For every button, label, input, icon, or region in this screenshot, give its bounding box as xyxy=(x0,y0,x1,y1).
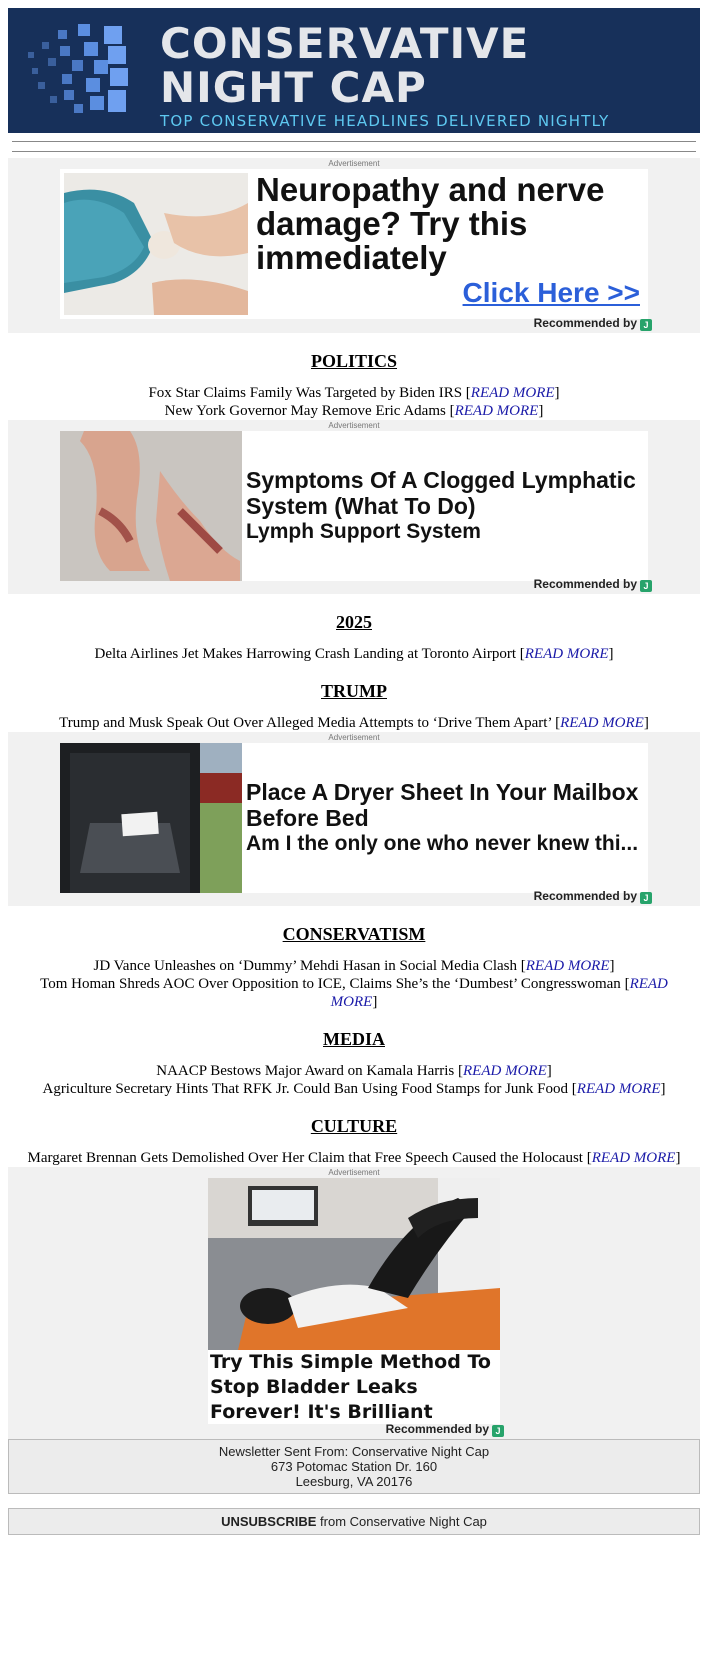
headline-item: Delta Airlines Jet Makes Harrowing Crash Landing at Toronto Airport [READ MORE] xyxy=(94,646,614,662)
footer-city: Leesburg, VA 20176 xyxy=(295,1474,413,1489)
read-more-link[interactable]: READ MORE xyxy=(463,1063,547,1079)
ad-exercise-image xyxy=(208,1178,500,1350)
section-title-culture: CULTURE xyxy=(310,1116,398,1136)
advertisement-block xyxy=(8,158,700,333)
masthead-title-line2: NIGHT CAP xyxy=(160,63,427,112)
unsubscribe-link[interactable]: UNSUBSCRIBE xyxy=(221,1514,317,1529)
ad-label: Advertisement xyxy=(328,159,380,168)
read-more-link[interactable]: READ MORE xyxy=(576,1081,661,1097)
section-title-trump: TRUMP xyxy=(321,681,387,701)
ad-label: Advertisement xyxy=(328,733,380,742)
recommended-by xyxy=(534,889,652,904)
ad-feet-image xyxy=(64,173,248,315)
headline-text: Delta Airlines Jet Makes Harrowing Crash Landing at Toronto Airport xyxy=(94,646,517,662)
newsletter xyxy=(8,8,700,1535)
footer-street: 673 Potomac Station Dr. 160 xyxy=(270,1459,438,1474)
ad-subheadline: Am I the only one who never knew thi... xyxy=(246,832,639,855)
headline-item: Trump and Musk Speak Out Over Alleged Media Attempts to ‘Drive Them Apart’ [READ MORE] xyxy=(59,715,649,731)
ad-headline: Neuropathy and nerve damage? Try this immediately xyxy=(256,171,605,276)
masthead-tagline: TOP CONSERVATIVE HEADLINES DELIVERED NIGHTLY xyxy=(160,112,610,130)
recommended-by xyxy=(534,577,652,592)
advertisement-block xyxy=(8,732,700,906)
ad-mailbox-image xyxy=(60,743,242,893)
jeeng-logo-icon: J xyxy=(640,892,652,904)
read-more-link[interactable]: READ MORE xyxy=(454,403,539,419)
headline-text: Trump and Musk Speak Out Over Alleged Media Attempts to ‘Drive Them Apart’ xyxy=(59,715,552,731)
read-more-link[interactable]: READ MORE xyxy=(591,1150,676,1166)
ad-subheadline: Lymph Support System xyxy=(246,520,481,543)
footer-address xyxy=(8,1439,700,1494)
section-title-conservatism: CONSERVATISM xyxy=(282,924,426,944)
jeeng-logo-icon: J xyxy=(492,1425,504,1437)
masthead-banner[interactable] xyxy=(8,8,700,133)
ad-headline: Try This Simple Method To Stop Bladder Leaks Forever! It's Brilliant xyxy=(210,1351,491,1423)
ad-label: Advertisement xyxy=(328,421,380,430)
recommended-by-label: Recommended by xyxy=(533,316,637,330)
ad-label: Advertisement xyxy=(328,1168,380,1177)
read-more-link[interactable]: READ MORE xyxy=(330,976,668,1010)
headline-item: Fox Star Claims Family Was Targeted by Biden IRS [READ MORE] xyxy=(148,385,560,401)
advertisement-block xyxy=(8,1167,700,1439)
headline-text: JD Vance Unleashes on ‘Dummy’ Mehdi Hasan in Social Media Clash xyxy=(93,958,518,974)
headline-item: JD Vance Unleashes on ‘Dummy’ Mehdi Hasan in Social Media Clash [READ MORE] xyxy=(93,958,615,974)
jeeng-logo-icon: J xyxy=(640,580,652,592)
headline-item: Agriculture Secretary Hints That RFK Jr. Could Ban Using Food Stamps for Junk Food [READ MORE] xyxy=(42,1081,666,1097)
read-more-link[interactable]: READ MORE xyxy=(525,958,610,974)
headline-text: Tom Homan Shreds AOC Over Opposition to ICE, Claims She’s the ‘Dumbest’ Congresswoman xyxy=(40,976,621,992)
jeeng-logo-icon: J xyxy=(640,319,652,331)
footer-sender: Newsletter Sent From: Conservative Night Cap xyxy=(218,1444,490,1459)
advertisement-block xyxy=(8,420,700,594)
ad-cta-link[interactable]: Click Here >> xyxy=(462,277,640,308)
headline-item: Tom Homan Shreds AOC Over Opposition to ICE, Claims She’s the ‘Dumbest’ Congresswoman [READ MORE] xyxy=(40,976,668,1010)
section-title-2025: 2025 xyxy=(336,612,372,632)
ad-headline: Symptoms Of A Clogged Lymphatic System (What To Do) xyxy=(246,467,636,519)
section-title-politics: POLITICS xyxy=(310,351,398,371)
ad-legs-image xyxy=(60,431,242,581)
section-title-media: MEDIA xyxy=(323,1029,385,1049)
recommended-by xyxy=(386,1422,504,1437)
headline-text: Fox Star Claims Family Was Targeted by Biden IRS xyxy=(148,385,463,401)
recommended-by-label: Recommended by xyxy=(385,1422,489,1436)
masthead-title-line1: CONSERVATIVE xyxy=(160,19,530,68)
unsubscribe-text: from Conservative Night Cap xyxy=(316,1514,487,1529)
recommended-by-label: Recommended by xyxy=(533,577,637,591)
read-more-link[interactable]: READ MORE xyxy=(560,715,644,731)
pixel-logo-icon xyxy=(28,22,136,118)
headline-text: New York Governor May Remove Eric Adams xyxy=(164,403,446,419)
headline-item: New York Governor May Remove Eric Adams [READ MORE] xyxy=(164,403,544,419)
headline-item: NAACP Bestows Major Award on Kamala Harris [READ MORE] xyxy=(156,1063,552,1079)
ad-dryer-sheet[interactable] xyxy=(60,743,648,893)
recommended-by-label: Recommended by xyxy=(533,889,637,903)
ad-headline: Place A Dryer Sheet In Your Mailbox Before Bed xyxy=(246,779,639,831)
ad-neuropathy[interactable] xyxy=(60,169,648,319)
headline-item: Margaret Brennan Gets Demolished Over Her Claim that Free Speech Caused the Holocaust [READ MORE] xyxy=(27,1150,681,1166)
ad-lymphatic[interactable] xyxy=(60,431,648,581)
read-more-link[interactable]: READ MORE xyxy=(524,646,609,662)
headline-text: NAACP Bestows Major Award on Kamala Harris xyxy=(156,1063,455,1079)
headline-text: Margaret Brennan Gets Demolished Over Her Claim that Free Speech Caused the Holocaust xyxy=(27,1150,583,1166)
recommended-by xyxy=(534,316,652,331)
unsubscribe-bar xyxy=(8,1508,700,1535)
headline-text: Agriculture Secretary Hints That RFK Jr. Could Ban Using Food Stamps for Junk Food xyxy=(42,1081,569,1097)
ad-bladder[interactable] xyxy=(208,1178,500,1424)
read-more-link[interactable]: READ MORE xyxy=(470,385,555,401)
